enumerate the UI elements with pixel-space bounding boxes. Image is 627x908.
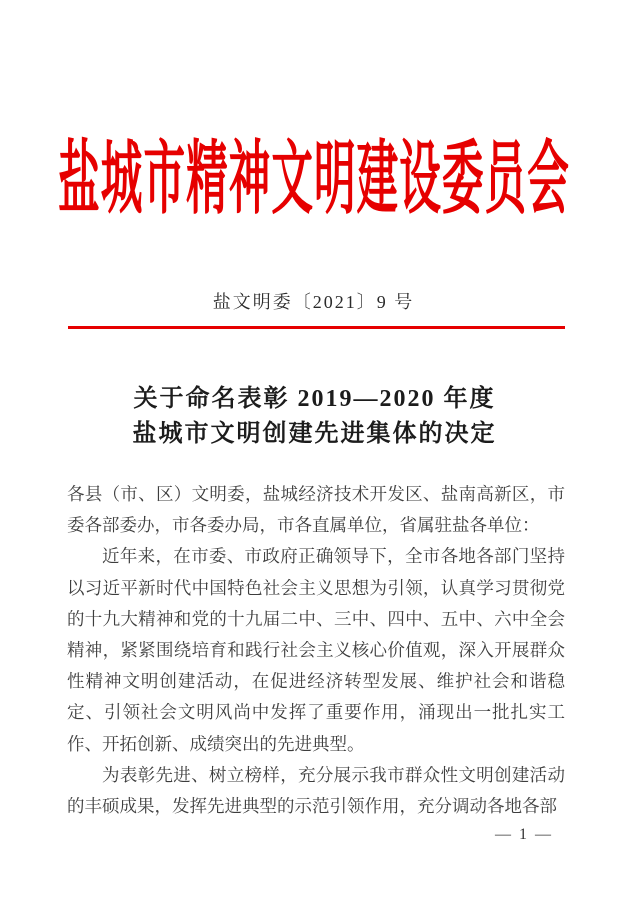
- document-title: [66, 382, 563, 452]
- title-line-1: 关于命名表彰 2019—2020 年度: [133, 386, 496, 412]
- issuer-masthead: 盐城市精神文明建设委员会: [57, 136, 570, 224]
- document-number: 盐文明委〔2021〕9 号: [212, 292, 415, 312]
- page-number: — 1 —: [495, 826, 553, 843]
- salutation: 各县（市、区）文明委，盐城经济技术开发区、盐南高新区，市委各部委办，市各委办局，市各直属单位，省属驻盐各单位：: [67, 484, 565, 536]
- red-divider-line: [68, 326, 565, 329]
- body-paragraph-2: 为表彰先进、树立榜样，充分展示我市群众性文明创建活动的丰硕成果，发挥先进典型的示范引领作用，充分调动各地各部: [67, 764, 565, 817]
- document-body: [67, 479, 565, 822]
- body-paragraph-1: 近年来，在市委、市政府正确领导下，全市各地各部门坚持以习近平新时代中国特色社会主义思想为引领，认真学习贯彻党的十九大精神和党的十九届二中、三中、四中、五中、六中全会精神，紧紧围绕培育和践行社会主义核心价值观，深入开展群众性精神文明创建活动，在促进经济转型发展、维护社会和谐稳定、引领社会文明风尚中发挥了重要作用，涌现出一批扎实工作、开拓创新、成绩突出的先进典型。: [67, 546, 565, 754]
- title-line-2: 盐城市文明创建先进集体的决定: [132, 421, 497, 447]
